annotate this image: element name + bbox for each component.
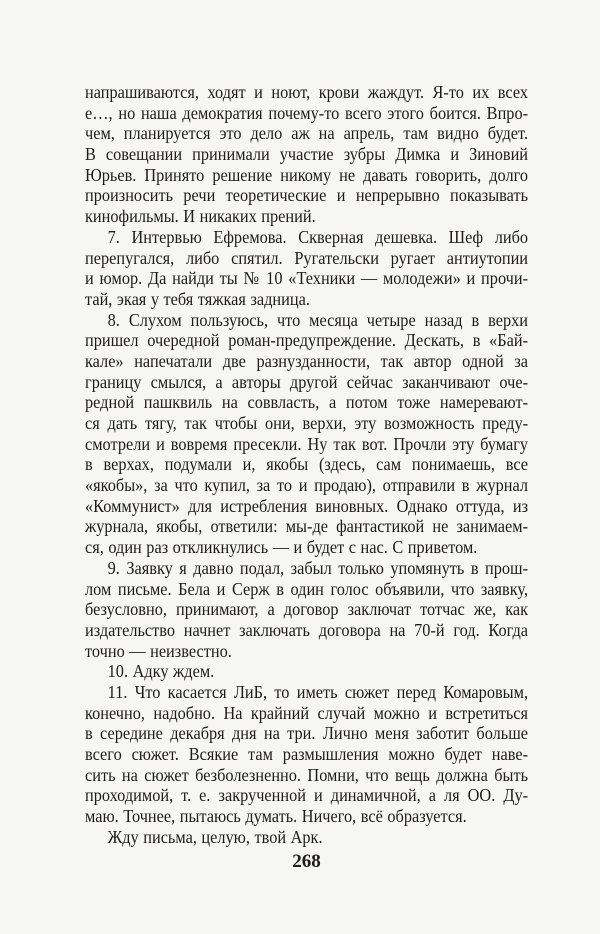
text-line: проходимой, т. е. закрученной и динамичной, а ля ОО. Ду- bbox=[85, 785, 529, 806]
paragraph bbox=[85, 227, 528, 310]
text-line: издательство начнет заключать договора на 70-й год. Когда bbox=[85, 619, 529, 640]
paragraph bbox=[85, 558, 528, 661]
text-line: ся дать тягу, так чтобы они, верхи, эту возможность преду- bbox=[85, 413, 529, 433]
paragraph bbox=[85, 82, 528, 227]
text-line: напрашиваются, ходят и ноют, крови жаждут. Я-то их всех bbox=[85, 82, 529, 102]
text-line: пришел очередной роман-предупреждение. Дескать, в «Бай- bbox=[85, 330, 529, 351]
text-line: перепугался, либо спятил. Ругательски ругает антиутопии bbox=[85, 247, 529, 268]
text-line: Жду письма, целую, твой Арк. bbox=[107, 826, 323, 847]
text-line: «якобы», за что купил, за то и продаю), отправили в журнал bbox=[85, 475, 529, 496]
paragraph bbox=[85, 310, 528, 558]
text-line: 10. Адку ждем. bbox=[107, 661, 215, 682]
page-text bbox=[85, 82, 528, 847]
text-line: редной пашквиль на соввласть, а потом тоже намеревают- bbox=[85, 392, 529, 413]
paragraph bbox=[85, 682, 528, 827]
text-line: 9. Заявку я давно подал, забыл только упомянуть в прош- bbox=[107, 557, 529, 578]
text-line: е…, но наша демократия почему-то всего этого боится. Впро- bbox=[85, 102, 529, 123]
text-line: и юмор. Да найди ты № 10 «Техники — молодежи» и прочи- bbox=[85, 268, 529, 289]
text-line: маю. Точнее, пытаюсь думать. Ничего, всё образуется. bbox=[85, 806, 467, 827]
text-line: безусловно, принимают, а договор заключат тотчас же, как bbox=[85, 599, 529, 620]
text-line: в середине декабря дня на три. Лично меня заботит больше bbox=[85, 723, 529, 744]
paragraph bbox=[85, 827, 528, 848]
paragraph bbox=[85, 661, 528, 682]
text-line: смотрели и вовремя пресекли. Ну так вот. Прочли эту бумагу bbox=[85, 433, 529, 454]
text-line: чем, планируется это дело аж на апрель, там видно будет. bbox=[85, 123, 529, 144]
text-line: В совещании принимали участие зубры Димка и Зиновий bbox=[85, 144, 529, 165]
text-line: лом письме. Бела и Серж в один голос объявили, что заявку, bbox=[85, 578, 529, 599]
text-line: в верхах, подумали и, якобы (здесь, сам понимаешь, все bbox=[85, 454, 529, 475]
text-line: сить на сюжет безболезненно. Помни, что вещь должна быть bbox=[85, 764, 529, 785]
text-line: 11. Что касается ЛиБ, то иметь сюжет перед Комаровым, bbox=[107, 681, 529, 702]
text-line: журнала, якобы, ответили: мы-де фантастикой не занимаем- bbox=[85, 516, 529, 537]
text-line: точно — неизвестно. bbox=[85, 640, 232, 661]
text-line: конечно, надобно. На крайний случай можно и встретиться bbox=[85, 702, 529, 723]
text-line: всего сюжет. Всякие там размышления можно будет наве- bbox=[85, 744, 529, 764]
text-line: тай, экая у тебя тяжкая задница. bbox=[85, 288, 310, 309]
text-line: границу смылся, а авторы другой сейчас заканчивают оче- bbox=[85, 371, 529, 392]
text-line: «Коммунист» для истребления виновных. Однако оттуда, из bbox=[85, 495, 529, 516]
text-line: ся, один раз откликнулись — и будет с нас. С приветом. bbox=[85, 537, 478, 558]
text-line: Юрьев. Принято решение никому не давать говорить, долго bbox=[85, 164, 529, 185]
text-line: кале» напечатали две разнузданности, так автор одной за bbox=[85, 350, 529, 371]
text-line: кинофильмы. И никаких прений. bbox=[85, 206, 316, 227]
text-line: 7. Интервью Ефремова. Скверная дешевка. Шеф либо bbox=[107, 226, 529, 247]
page-number: 268 bbox=[292, 851, 321, 872]
text-line: 8. Слухом пользуюсь, что месяца четыре назад в верхи bbox=[107, 309, 529, 330]
text-line: произносить речи теоретические и непрерывно показывать bbox=[85, 185, 529, 206]
